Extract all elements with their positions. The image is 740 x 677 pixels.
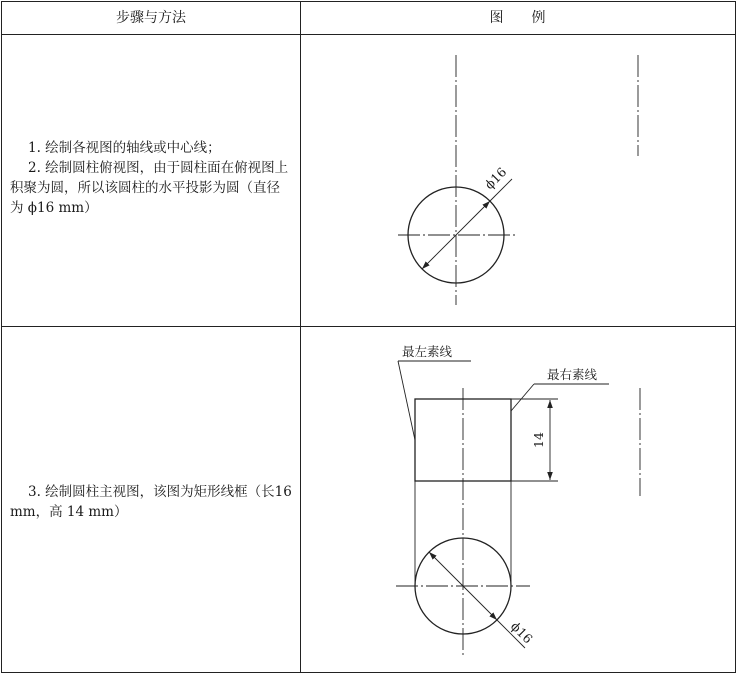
step-1-text: 1. 绘制各视图的轴线或中心线； [28, 140, 221, 156]
left-line-leader [398, 361, 415, 440]
step-3-text: 3. 绘制圆柱主视图，该图为矩形线框（长16 mm，高 14 mm） [10, 484, 292, 520]
header-figure: 图 例 [489, 10, 546, 26]
row2-diameter-label: ϕ16 [507, 618, 536, 647]
left-line-label: 最左素线 [402, 344, 453, 359]
row1-diameter-label: ϕ16 [481, 164, 510, 193]
header-steps: 步骤与方法 [116, 10, 186, 26]
row1-figure [398, 55, 638, 305]
right-line-label: 最右素线 [547, 367, 598, 382]
step-2-text: 2. 绘制圆柱俯视图，由于圆柱面在俯视图上积聚为圆，所以该圆柱的水平投影为圆（直径为 ϕ16 mm） [10, 160, 289, 216]
height-dimension-label: 14 [531, 432, 546, 448]
right-line-leader [511, 384, 534, 411]
row2-figure [396, 344, 640, 657]
